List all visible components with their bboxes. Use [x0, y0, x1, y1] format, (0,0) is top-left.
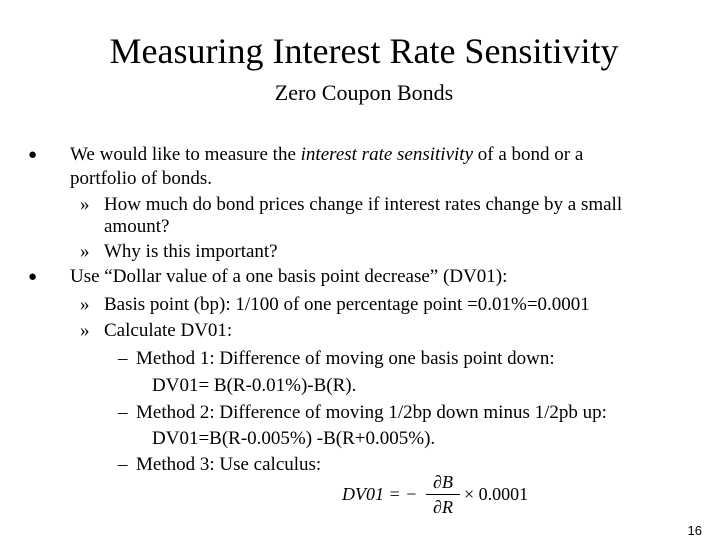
bullet1-text-emphasis: interest rate sensitivity	[300, 144, 474, 165]
formula-numerator: ∂B	[433, 472, 453, 492]
method1-line2: DV01= B(R-0.01%)-B(R).	[152, 375, 357, 396]
bullet1-text-pre: We would like to measure the	[70, 144, 301, 165]
bullet1-text-post: of a bond or a	[473, 144, 584, 165]
formula-fraction	[426, 472, 460, 517]
slide-title: Measuring Interest Rate Sensitivity	[109, 31, 619, 71]
method2-line1: Method 2: Difference of moving 1/2bp down minus 1/2pb up:	[136, 402, 607, 423]
method2-line2: DV01=B(R-0.005%) -B(R+0.005%).	[152, 428, 436, 449]
bullet1-sub1-line2: amount?	[104, 216, 170, 237]
bullet2-sub1-line1: Basis point (bp): 1/100 of one percentage point =0.01%=0.0001	[104, 294, 590, 315]
method-marker: –	[118, 348, 128, 369]
bullet1-sub1-line1: How much do bond prices change if interest rates change by a small	[104, 194, 623, 215]
bullet-marker: ●	[28, 147, 38, 163]
sub-bullet-marker: »	[80, 320, 90, 341]
bullet-marker: ●	[28, 269, 38, 285]
method1-line1: Method 1: Difference of moving one basis point down:	[136, 348, 555, 369]
sub-bullet-marker: »	[80, 241, 90, 262]
bullet1-line1	[70, 143, 583, 167]
sub-bullet-marker: »	[80, 294, 90, 315]
page-number: 16	[687, 523, 702, 538]
sub-bullet-marker: »	[80, 194, 90, 215]
dv01-formula	[342, 472, 542, 532]
bullet1-line2: portfolio of bonds.	[70, 168, 212, 189]
formula-lhs: DV01 = −	[342, 484, 418, 504]
bullet2-line1: Use “Dollar value of a one basis point decrease” (DV01):	[70, 266, 508, 287]
slide-subtitle: Zero Coupon Bonds	[274, 80, 454, 105]
method-marker: –	[118, 454, 128, 475]
bullet2-sub2-line1: Calculate DV01:	[104, 320, 233, 341]
method3-line1: Method 3: Use calculus:	[136, 454, 322, 475]
method-marker: –	[118, 402, 128, 423]
formula-rhs: × 0.0001	[464, 484, 529, 504]
fraction-bar	[426, 494, 460, 495]
bullet1-sub2-line1: Why is this important?	[104, 241, 278, 262]
formula-denominator: ∂R	[433, 497, 453, 517]
